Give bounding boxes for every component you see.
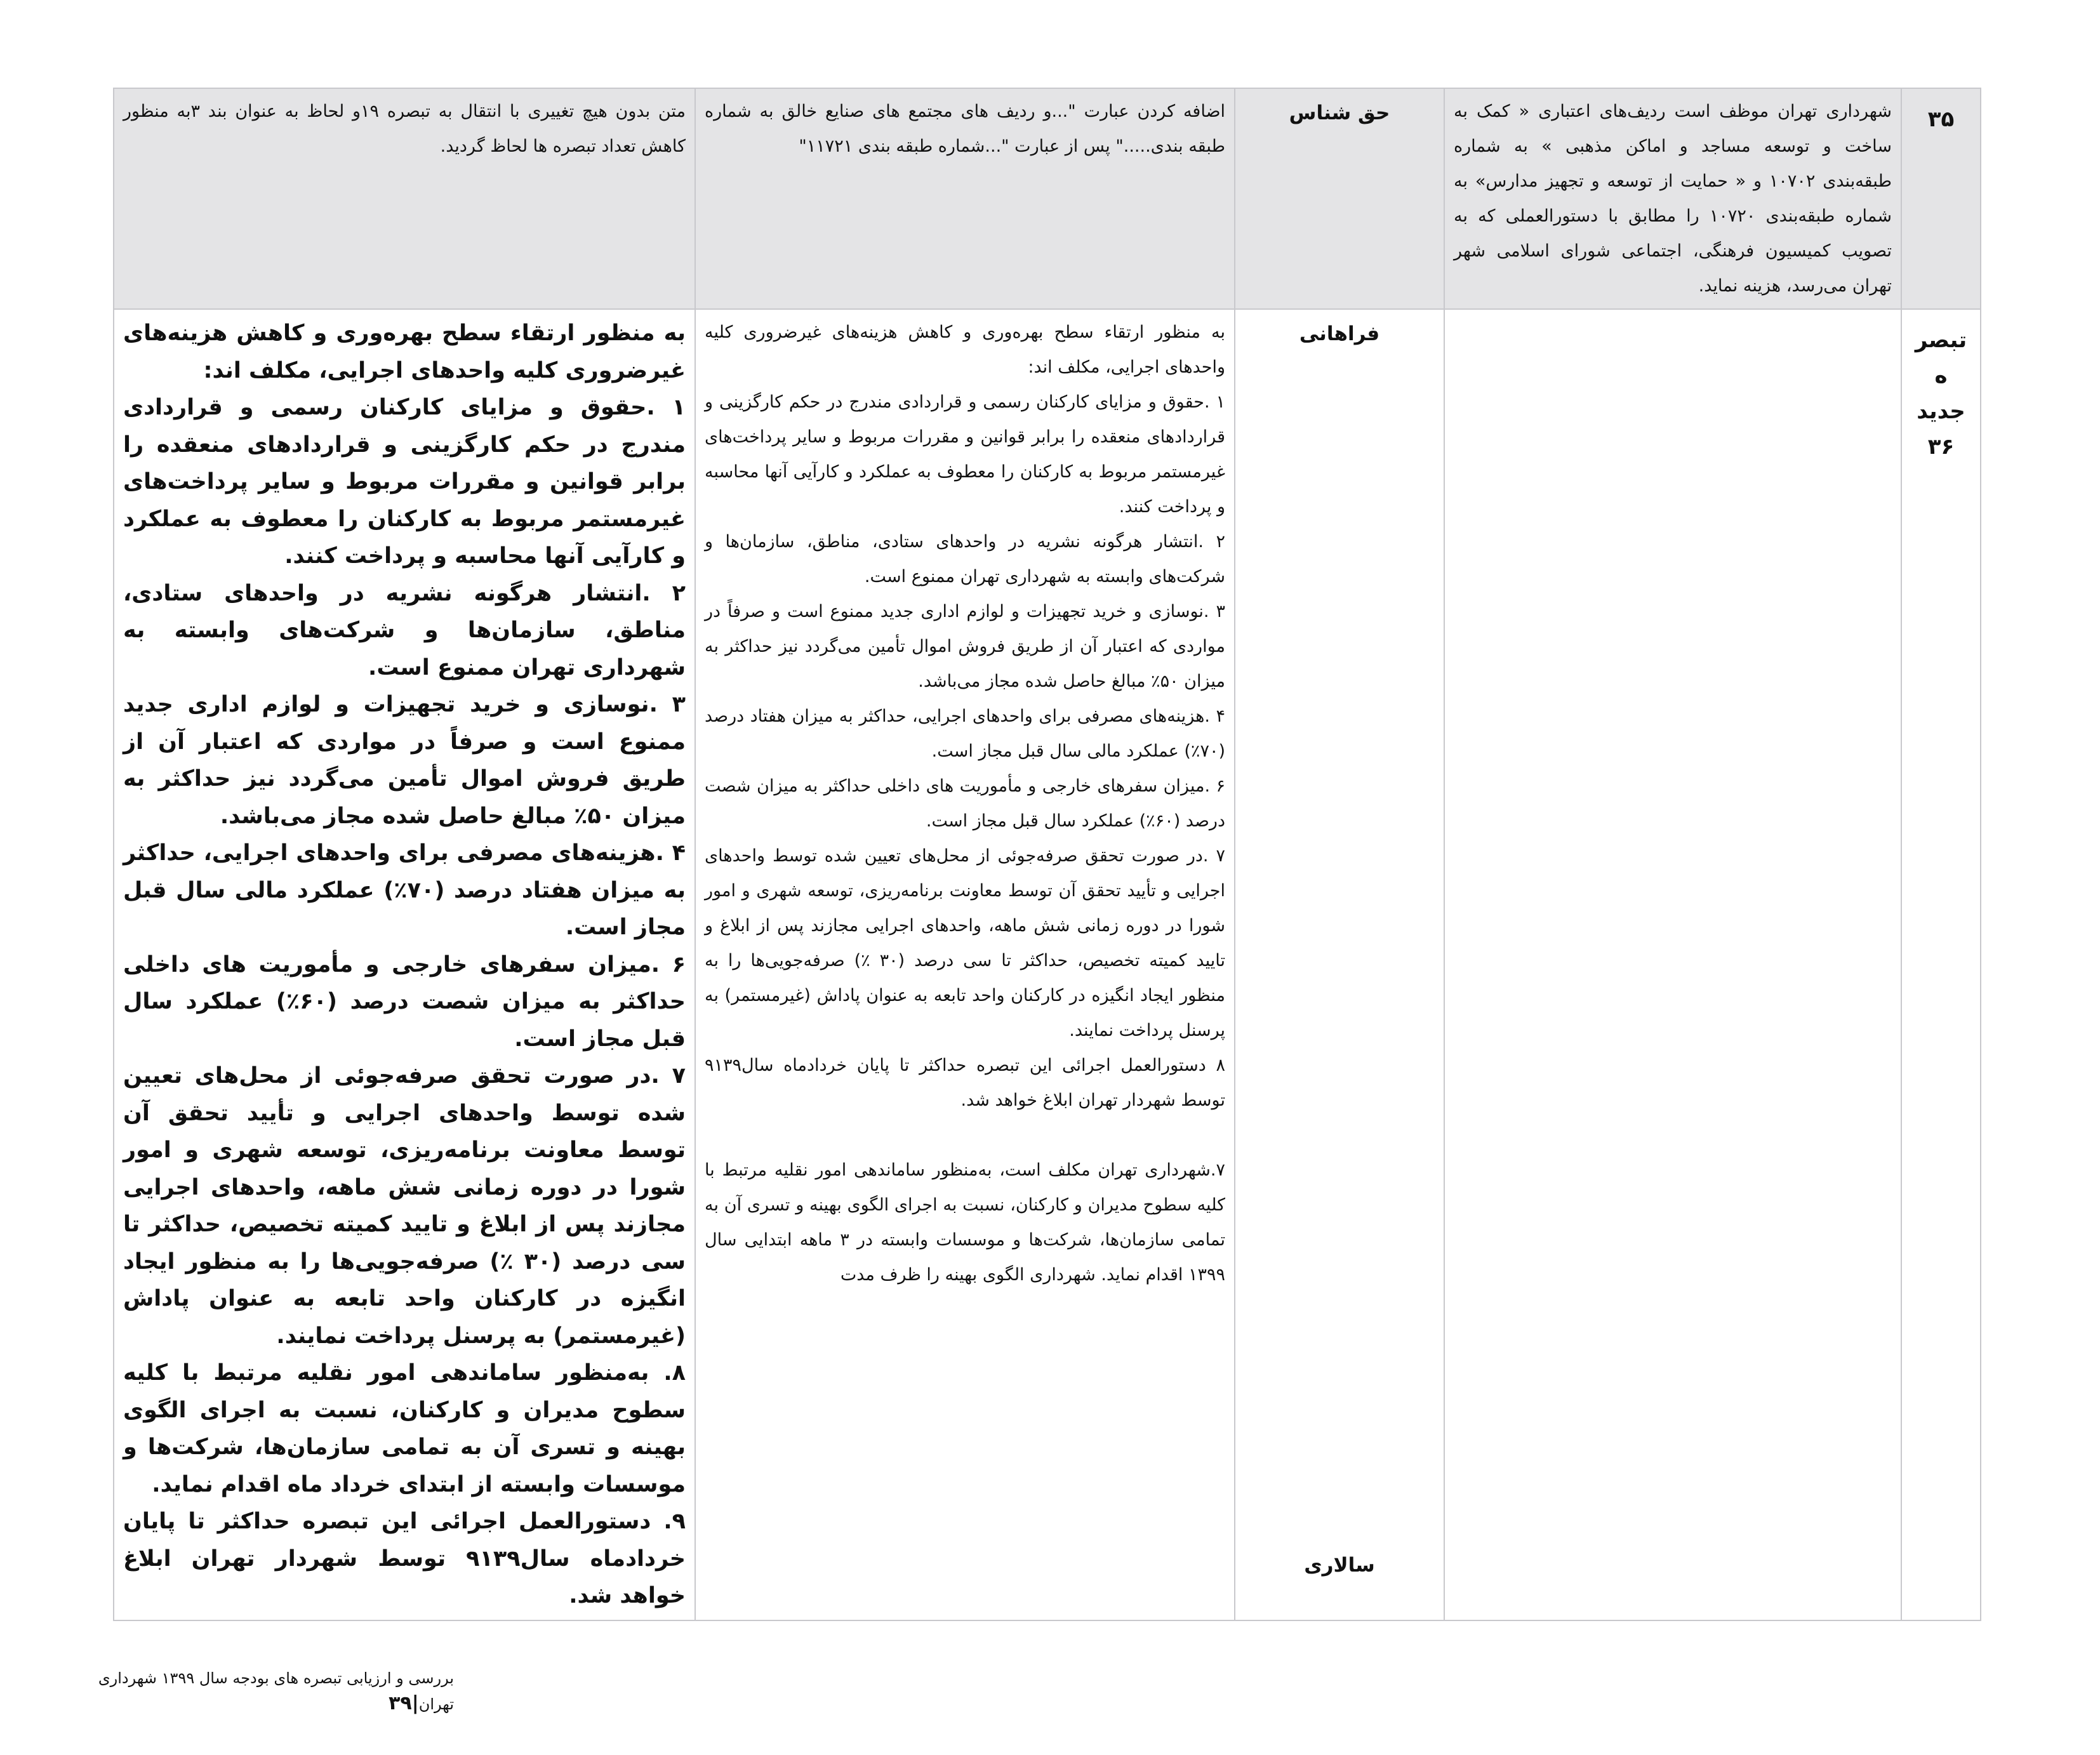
paragraph: ۶ .میزان سفرهای خارجی و مأموریت های داخلی حداکثر به میزان شصت درصد (۶۰٪) عملکرد سال قبل مجاز است. bbox=[123, 951, 686, 1052]
row-number-line: تبصره bbox=[1915, 328, 1967, 388]
paragraph: ۷.شهرداری تهران مکلف است، به‌منظور ساماندهی امور نقلیه مرتبط با کلیه سطوح مدیران و کارکنان، نسبت به اجرای الگوی بهینه و تسری آن به تمامی سازمان‌ها، شرکت‌ها و موسسات وابسته در ۳ ماهه ابتدایی سال ۱۳۹۹ اقدام نماید. شهرداری الگوی بهینه را ظرف مدت bbox=[705, 1160, 1225, 1285]
paragraph: ۸ دستورالعمل اجرائی این تبصره حداکثر تا پایان خردادماه سال۹۱۳۹ توسط شهردار تهران ابلاغ خواهد شد. bbox=[705, 1056, 1225, 1110]
paragraph: ۴ .هزینه‌های مصرفی برای واحدهای اجرایی، حداکثر به میزان هفتاد درصد (۷۰٪) عملکرد مالی سال قبل مجاز است. bbox=[705, 706, 1225, 761]
paragraph: ۲ .انتشار هرگونه نشریه در واحدهای ستادی، مناطق، سازمان‌ها و شرکت‌های وابسته به شهرداری تهران ممنوع است. bbox=[705, 532, 1225, 586]
table-row bbox=[114, 88, 1981, 309]
table-row bbox=[114, 309, 1981, 1620]
row-number: ۳۵ bbox=[1901, 88, 1981, 309]
budget-notes-table bbox=[113, 88, 1981, 1621]
original-text-cell: شهرداری تهران موظف است ردیف‌های اعتباری « کمک به ساخت و توسعه مساجد و اماکن مذهبی » به شماره طبقه‌بندی ۱۰۷۰۲ و « حمایت از توسعه و تجهیز مدارس» به شماره طبقه‌بندی ۱۰۷۲۰ را مطابق با دستورالعملی که به تصویب کمیسیون فرهنگی، اجتماعی شورای اسلامی شهر تهران می‌رسد، هزینه نماید. bbox=[1444, 88, 1901, 309]
paragraph: ۳ .نوسازی و خرید تجهیزات و لوازم اداری جدید ممنوع است و صرفاً در مواردی که اعتبار آن از طریق فروش اموال تأمین می‌گردد نیز حداکثر به میزان ۵۰٪ مبالغ حاصل شده مجاز می‌باشد. bbox=[123, 692, 686, 829]
row-number bbox=[1901, 309, 1981, 1620]
paragraph: به منظور ارتقاء سطح بهره‌وری و کاهش هزینه‌های غیرضروری کلیه واحدهای اجرایی، مکلف اند: bbox=[705, 322, 1225, 377]
paragraph: ۱ .حقوق و مزایای کارکنان رسمی و قراردادی مندرج در حکم کارگزینی و قراردادهای منعقده را برابر قوانین و مقررات مربوط و سایر پرداخت‌های غیرمستمر مربوط به کارکنان را معطوف به عملکرد و کارآیی آنها محاسبه و پرداخت کنند. bbox=[123, 395, 686, 569]
paragraph: ۴ .هزینه‌های مصرفی برای واحدهای اجرایی، حداکثر به میزان هفتاد درصد (۷۰٪) عملکرد مالی سال قبل مجاز است. bbox=[123, 840, 686, 940]
proposal-cell bbox=[695, 309, 1235, 1620]
proposer-name: فراهانی bbox=[1299, 322, 1380, 345]
proposal-cell: اضافه کردن عبارت "...و ردیف های مجتمع های صنایع خالق به شماره طبقه بندی....." پس از عبارت "...شماره طبقه بندی ۱۱۷۲۱" bbox=[695, 88, 1235, 309]
proposer-cell bbox=[1235, 309, 1444, 1620]
page-footer: بررسی و ارزیابی تبصره های بودجه سال ۱۳۹۹ شهرداری تهران|۳۹ bbox=[98, 1669, 454, 1714]
paragraph: ۷ .در صورت تحقق صرفه‌جوئی از محل‌های تعیین شده توسط واحدهای اجرایی و تأیید تحقق آن توسط معاونت برنامه‌ریزی، توسعه شهری و امور شورا در دوره زمانی شش ماهه، واحدهای اجرایی مجازند پس از ابلاغ و تایید کمیته تخصیص، حداکثر تا سی درصد (۳۰ ٪) صرفه‌جویی‌ها را به منظور ایجاد انگیزه در کارکنان واحد تابعه به عنوان پاداش (غیرمستمر) به پرسنل پرداخت نمایند. bbox=[705, 846, 1225, 1040]
page-number: ۳۹ bbox=[389, 1692, 412, 1714]
original-text-cell bbox=[1444, 309, 1901, 1620]
proposer-cell: حق شناس bbox=[1235, 88, 1444, 309]
footer-text: بررسی و ارزیابی تبصره های بودجه سال ۱۳۹۹ شهرداری تهران bbox=[98, 1669, 454, 1713]
paragraph: ۹. دستورالعمل اجرائی این تبصره حداکثر تا پایان خردادماه سال۹۱۳۹ توسط شهردار تهران ابلاغ خواهد شد. bbox=[123, 1509, 686, 1608]
result-cell bbox=[114, 309, 695, 1620]
paragraph: ۱ .حقوق و مزایای کارکنان رسمی و قراردادی مندرج در حکم کارگزینی و قراردادهای منعقده را برابر قوانین و مقررات مربوط و سایر پرداخت‌های غیرمستمر مربوط به کارکنان را معطوف به عملکرد و کارآیی آنها محاسبه و پرداخت کنند. bbox=[705, 392, 1225, 517]
paragraph: به منظور ارتقاء سطح بهره‌وری و کاهش هزینه‌های غیرضروری کلیه واحدهای اجرایی، مکلف اند: bbox=[123, 321, 686, 383]
row-number-line: ۳۶ bbox=[1927, 434, 1955, 460]
paragraph: ۶ .میزان سفرهای خارجی و مأموریت های داخلی حداکثر به میزان شصت درصد (۶۰٪) عملکرد سال قبل مجاز است. bbox=[705, 776, 1225, 831]
paragraph: ۸. به‌منظور ساماندهی امور نقلیه مرتبط با کلیه سطوح مدیران و کارکنان، نسبت به اجرای الگوی بهینه و تسری آن به تمامی سازمان‌ها، شرکت‌ها و موسسات وابسته از ابتدای خرداد ماه اقدام نماید. bbox=[123, 1360, 686, 1497]
paragraph: ۳ .نوسازی و خرید تجهیزات و لوازم اداری جدید ممنوع است و صرفاً در مواردی که اعتبار آن از طریق فروش اموال تأمین می‌گردد نیز حداکثر به میزان ۵۰٪ مبالغ حاصل شده مجاز می‌باشد. bbox=[705, 602, 1225, 691]
proposer-name: سالاری bbox=[1304, 1553, 1375, 1577]
paragraph: ۲ .انتشار هرگونه نشریه در واحدهای ستادی، مناطق، سازمان‌ها و شرکت‌های وابسته به شهرداری تهران ممنوع است. bbox=[123, 580, 686, 680]
paragraph: ۷ .در صورت تحقق صرفه‌جوئی از محل‌های تعیین شده توسط واحدهای اجرایی و تأیید تحقق آن توسط معاونت برنامه‌ریزی، توسعه شهری و امور شورا در دوره زمانی شش ماهه، واحدهای اجرایی مجازند پس از ابلاغ و تایید کمیته تخصیص، حداکثر تا سی درصد (۳۰ ٪) صرفه‌جویی‌ها را به منظور ایجاد انگیزه در کارکنان واحد تابعه به عنوان پاداش (غیرمستمر) به پرسنل پرداخت نمایند. bbox=[123, 1063, 686, 1349]
row-number-line: جدید bbox=[1917, 399, 1965, 424]
result-cell: متن بدون هیچ تغییری با انتقال به تبصره ۱۹و لحاظ به عنوان بند ۳به منظور کاهش تعداد تبصره ها لحاظ گردید. bbox=[114, 88, 695, 309]
